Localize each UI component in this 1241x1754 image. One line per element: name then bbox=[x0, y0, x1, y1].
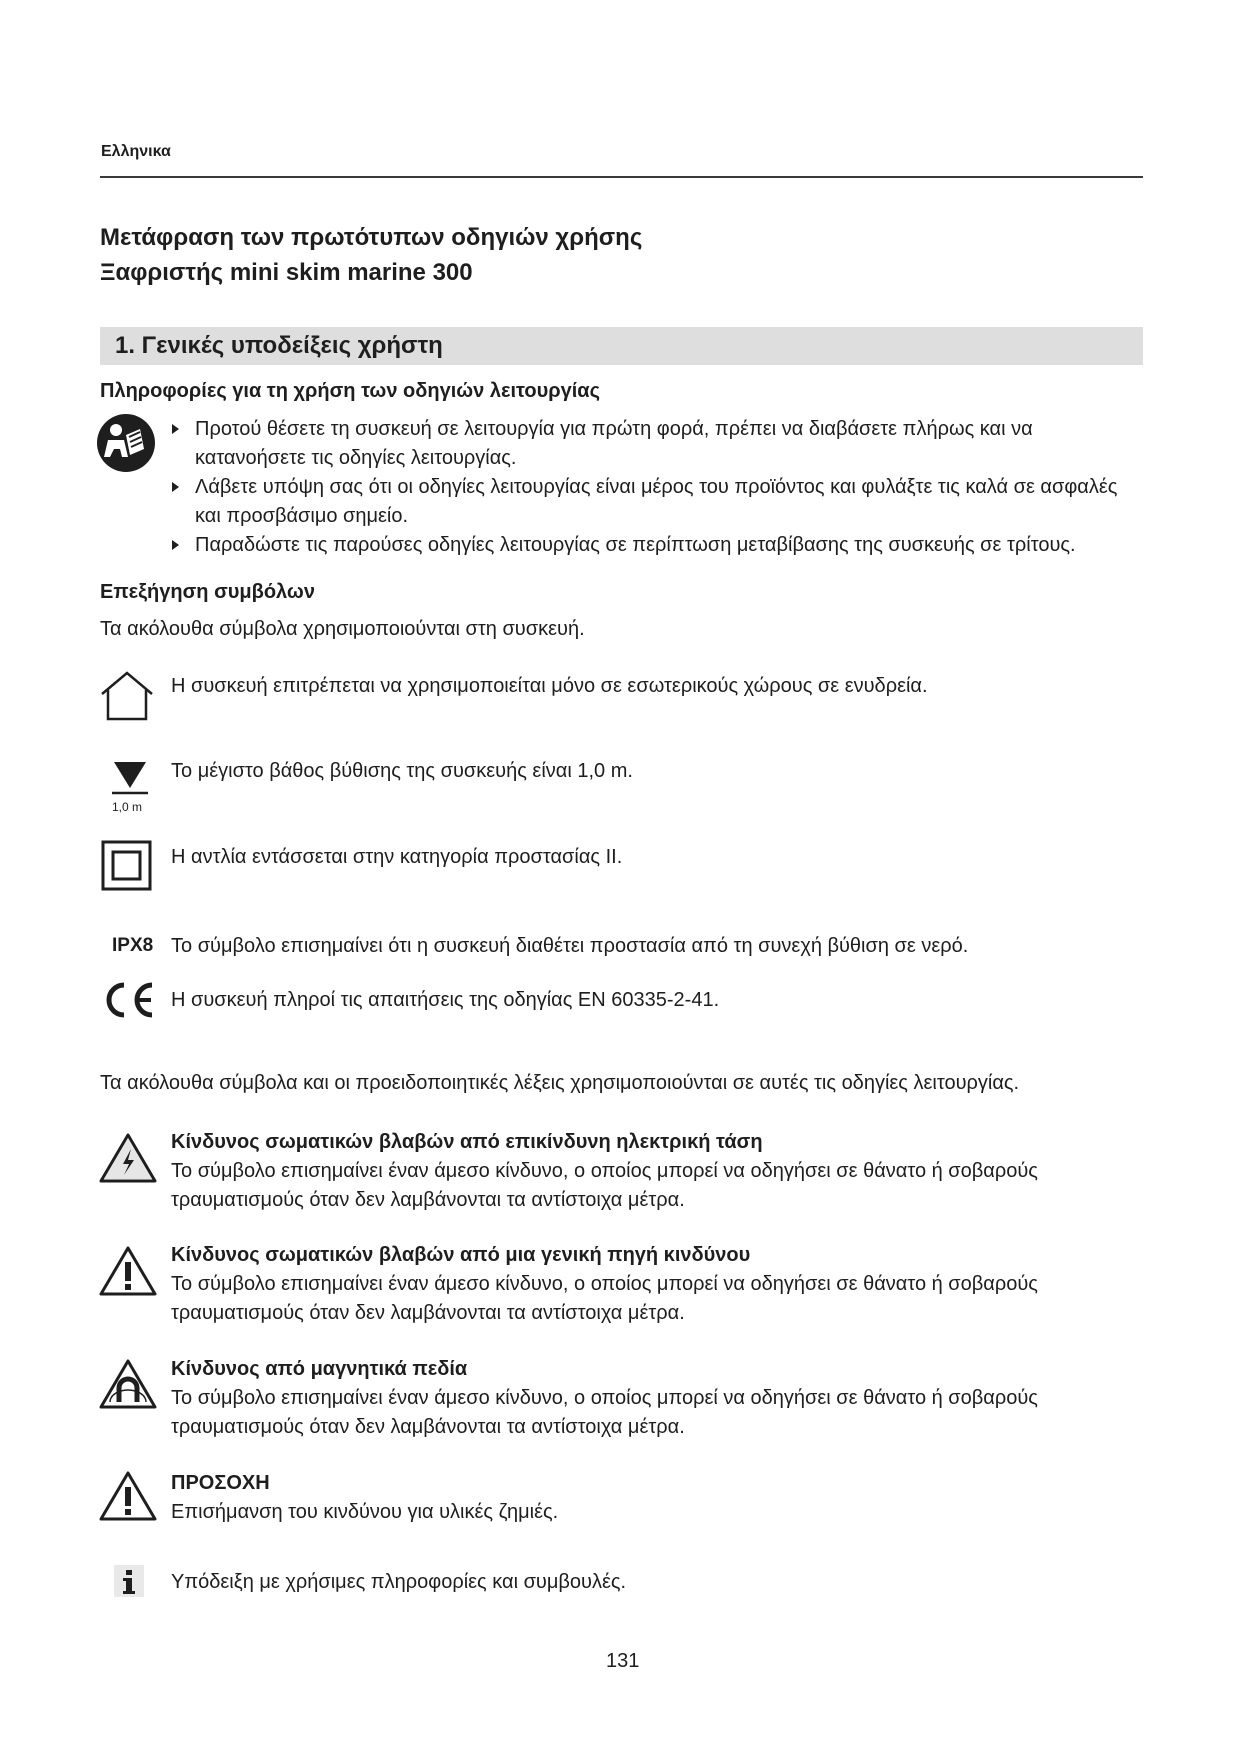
symbols-intro: Τα ακόλουθα σύμβολα χρησιμοποιούνται στη συσκευή. bbox=[100, 618, 585, 640]
general-warning-title: Κίνδυνος σωματικών βλαβών από μια γενική πηγή κινδύνου bbox=[171, 1244, 751, 1266]
list-item: Παραδώστε τις παρούσες οδηγίες λειτουργίας σε περίπτωση μεταβίβασης της συσκευής σε τρίτους. bbox=[172, 531, 1132, 560]
symbols-heading: Επεξήγηση συμβόλων bbox=[100, 581, 315, 603]
info-text: Υπόδειξη με χρήσιμες πληροφορίες και συμβουλές. bbox=[171, 1571, 627, 1593]
page-number: 131 bbox=[606, 1650, 640, 1672]
info-icon bbox=[114, 1565, 144, 1597]
language-label: Ελληνικα bbox=[101, 143, 171, 160]
list-item: Λάβετε υπόψη σας ότι οι οδηγίες λειτουργίας είναι μέρος του προϊόντος και φυλάξτε τις καλά σε ασφαλές και προσβάσιμο σημείο. bbox=[172, 473, 1132, 531]
ipx8-text: Το σύμβολο επισημαίνει ότι η συσκευή διαθέτει προστασία από τη συνεχή βύθιση σε νερό. bbox=[171, 935, 969, 957]
bullet-arrow-icon bbox=[172, 482, 179, 492]
document-title bbox=[100, 220, 642, 290]
caution-title: ΠΡΟΣΟΧΗ bbox=[171, 1472, 270, 1494]
caution-note bbox=[171, 1469, 1131, 1527]
electric-warning bbox=[171, 1128, 1131, 1215]
electric-warning-text: Το σύμβολο επισημαίνει έναν άμεσο κίνδυνο, ο οποίος μπορεί να οδηγήσει σε θάνατο ή σοβαρούς τραυματισμούς όταν δεν λαμβάνονται τα αντίστοιχα μέτρα. bbox=[171, 1160, 1038, 1211]
section-heading: 1. Γενικές υποδείξεις χρήστη bbox=[115, 332, 443, 359]
warnings-intro: Τα ακόλουθα σύμβολα και οι προειδοποιητικές λέξεις χρησιμοποιούνται σε αυτές τις οδηγίες λειτουργίας. bbox=[100, 1072, 1020, 1094]
caution-icon bbox=[98, 1470, 158, 1522]
caution-text: Επισήμανση του κινδύνου για υλικές ζημιές. bbox=[171, 1501, 559, 1523]
read-manual-icon bbox=[96, 413, 156, 473]
magnetic-warning-title: Κίνδυνος από μαγνητικά πεδία bbox=[171, 1358, 468, 1380]
title-line-1: Μετάφραση των πρωτότυπων οδηγιών χρήσης bbox=[100, 224, 643, 251]
title-line-2: Ξαφριστής mini skim marine 300 bbox=[100, 259, 473, 286]
ce-text: Η συσκευή πληροί τις απαιτήσεις της οδηγίας EN 60335-2-41. bbox=[171, 989, 720, 1011]
header-rule bbox=[100, 176, 1143, 178]
depth-text: Το μέγιστο βάθος βύθισης της συσκευής είναι 1,0 m. bbox=[171, 760, 633, 782]
bullet-arrow-icon bbox=[172, 540, 179, 550]
electric-warning-title: Κίνδυνος σωματικών βλαβών από επικίνδυνη ηλεκτρική τάση bbox=[171, 1131, 763, 1153]
indoor-text: Η συσκευή επιτρέπεται να χρησιμοποιείται μόνο σε εσωτερικούς χώρους σε ενυδρεία. bbox=[171, 675, 928, 697]
magnetic-warning-text: Το σύμβολο επισημαίνει έναν άμεσο κίνδυνο, ο οποίος μπορεί να οδηγήσει σε θάνατο ή σοβαρούς τραυματισμούς όταν δεν λαμβάνονται τα αντίστοιχα μέτρα. bbox=[171, 1387, 1038, 1438]
ce-mark-icon bbox=[100, 980, 156, 1020]
class-ii-text: Η αντλία εντάσσεται στην κατηγορία προστασίας ΙΙ. bbox=[171, 846, 623, 868]
manual-info-bullets bbox=[172, 415, 1132, 560]
depth-label: 1,0 m bbox=[112, 800, 143, 814]
general-warning bbox=[171, 1241, 1131, 1328]
general-warning-text: Το σύμβολο επισημαίνει έναν άμεσο κίνδυνο, ο οποίος μπορεί να οδηγήσει σε θάνατο ή σοβαρούς τραυματισμούς όταν δεν λαμβάνονται τα αντίστοιχα μέτρα. bbox=[171, 1273, 1038, 1324]
ipx8-label: IPX8 bbox=[112, 935, 154, 956]
protection-class-ii-icon bbox=[101, 840, 152, 891]
immersion-depth-icon bbox=[110, 760, 150, 796]
general-hazard-icon bbox=[98, 1245, 158, 1297]
indoor-house-icon bbox=[98, 670, 156, 722]
manual-info-heading: Πληροφορίες για τη χρήση των οδηγιών λειτουργίας bbox=[100, 380, 600, 402]
bullet-arrow-icon bbox=[172, 424, 179, 434]
section-heading-bar bbox=[100, 327, 1143, 365]
magnetic-warning bbox=[171, 1355, 1131, 1442]
list-item: Προτού θέσετε τη συσκευή σε λειτουργία για πρώτη φορά, πρέπει να διαβάσετε πλήρως και να κατανοήσετε τις οδηγίες λειτουργίας. bbox=[172, 415, 1132, 473]
electric-hazard-icon bbox=[98, 1132, 158, 1184]
magnetic-field-hazard-icon bbox=[98, 1358, 158, 1410]
